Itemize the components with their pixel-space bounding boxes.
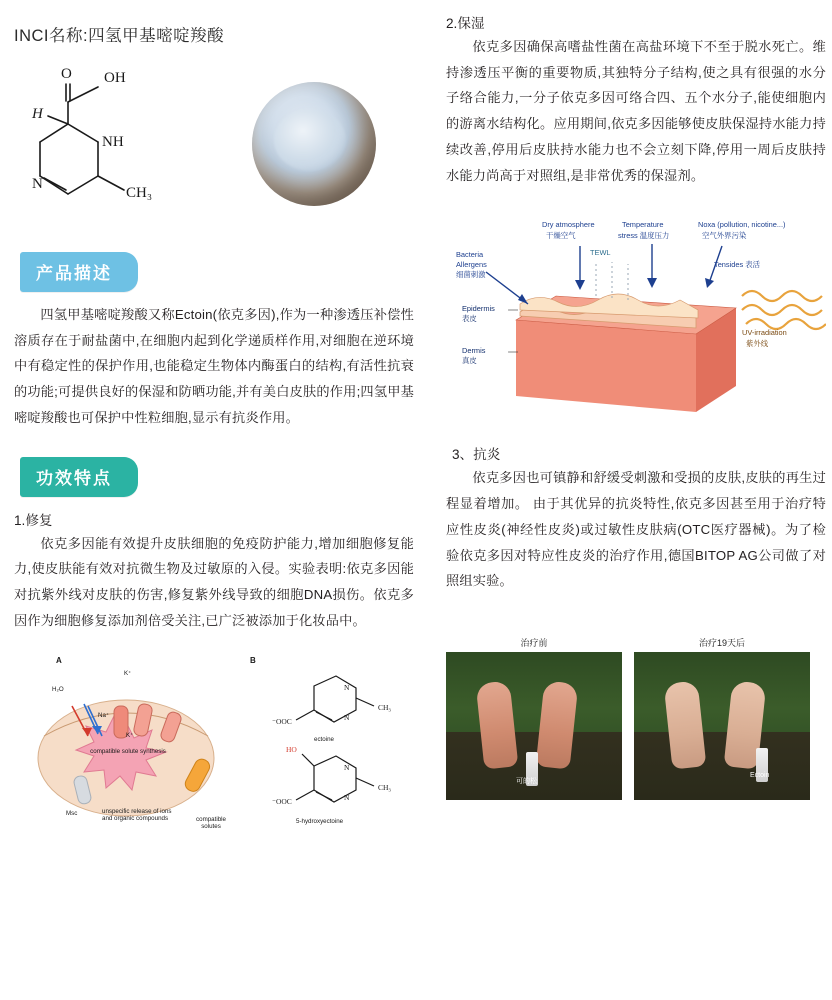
product-desc-banner-wrap	[20, 252, 414, 292]
skin-label-tensides: Tensides 表活	[714, 260, 761, 270]
efficacy-banner: 功效特点	[20, 457, 138, 497]
left-column	[14, 0, 414, 1000]
science-panel-a-label: A	[56, 655, 62, 665]
photo-before-tube-label: 可的松	[516, 778, 537, 786]
skin-label-uv-cn: 紫外线	[746, 339, 769, 349]
science-label-ectoine: ectoine	[314, 735, 334, 743]
science-label-k-mid: K⁺	[126, 731, 134, 739]
product-desc-paragraph: 四氢甲基嘧啶羧酸又称Ectoin(依克多因),作为一种渗透压补偿性溶质存在于耐盐菌中,在细胞内起到化学递质样作用,对细胞在逆环境中有稳定性的保护作用,也能稳定生物体内酶蛋白的结构,有活性抗衰的功能;可提供良好的保湿和防晒功能,并有美白皮肤的作用;四氢甲基嘧啶羧酸也可保护中性粒细胞,显示有抗炎作用。	[14, 307, 414, 425]
svg-text:CH₃: CH₃	[378, 782, 392, 792]
science-label-na: Na⁺	[98, 711, 110, 719]
atom-label-O: O	[61, 66, 72, 82]
photo-before	[446, 652, 622, 800]
powder-sphere-image	[252, 82, 376, 206]
skin-label-dermis: Dermis	[462, 346, 486, 356]
science-label-unspecific-release: unspecific release of ions and organic compounds	[102, 807, 172, 823]
atom-label-N: N	[32, 176, 43, 192]
product-desc-banner: 产品描述	[20, 252, 138, 292]
efficacy-item1-title: 1.修复	[14, 512, 53, 528]
skin-label-bacteria: Bacteria	[456, 250, 484, 260]
science-label-k-top: K⁺	[124, 669, 132, 677]
efficacy-item1-text: 依克多因能有效提升皮肤细胞的免疫防护能力,增加细胞修复能力,使皮肤能有效对抗微生物及过敏原的入侵。实验表明:依克多因能对抗紫外线对皮肤的伤害,修复紫外线导致的细胞DNA损伤。依克多因作为细胞修复添加剂倍受关注,已广泛被添加于化妆品中。	[14, 535, 414, 628]
atom-label-H: H	[32, 106, 43, 122]
science-label-hydroxyectoine: 5-hydroxyectoine	[296, 817, 344, 825]
skin-label-noxa-cn: 空气外界污染	[702, 231, 747, 241]
skin-label-dry-atmosphere: Dry atmosphere	[542, 220, 595, 230]
atom-label-NH: NH	[102, 134, 124, 150]
skin-label-epidermis-cn: 表皮	[462, 314, 477, 324]
efficacy-item2-text: 依克多因确保高嗜盐性菌在高盐环境下不至于脱水死亡。维持渗透压平衡的重要物质,其独特分子结构,使之具有很强的水分子络合能力,一分子依克多因可络合四、五个水分子,能使细胞内的游离水结构化。应用期间,依克多因能够使皮肤保湿持水能力持续改善,停用后皮肤持水能力也不会立刻下降,停用一周后皮肤持水能力尚高于对照组,是非常优秀的保湿剂。	[446, 39, 826, 183]
science-label-h2o: H₂O	[52, 685, 64, 693]
photo-after	[634, 652, 810, 800]
efficacy-item2-title: 2.保湿	[446, 16, 485, 31]
svg-text:N: N	[344, 762, 350, 772]
science-label-msc: Msc	[66, 809, 78, 817]
svg-text:CH₃: CH₃	[378, 702, 392, 712]
svg-text:HO: HO	[286, 744, 297, 754]
atom-label-OH: OH	[104, 70, 126, 86]
skin-label-temperature: Temperature	[622, 220, 664, 230]
skin-diagram	[446, 200, 826, 415]
skin-label-uv: UV-irradiation	[742, 328, 787, 338]
science-label-compatible-solutes: compatible solutes	[196, 815, 226, 831]
svg-text:N: N	[344, 712, 350, 722]
photo-caption-after: 治疗19天后	[698, 638, 745, 649]
skin-label-dermis-cn: 真皮	[462, 356, 477, 366]
svg-text:N: N	[344, 682, 350, 692]
page-title: INCI名称:四氢甲基嘧啶羧酸	[14, 27, 225, 45]
photo-after-tube-label: Ectoin	[750, 772, 770, 780]
skin-label-temperature-stress: stress 温度压力	[618, 231, 670, 241]
skin-label-allergens-cn: 细菌刺激	[456, 270, 486, 280]
science-panel-b-label: B	[250, 655, 256, 665]
skin-label-dry-atmosphere-cn: 干燥空气	[546, 231, 576, 241]
science-label-compatible-solute-synthesis: compatible solute synthesis	[90, 747, 166, 755]
efficacy-item3-text: 依克多因也可镇静和舒缓受刺激和受损的皮肤,皮肤的再生过程显着增加。 由于其优异的抗炎特性,依克多因甚至用于治疗特应性皮炎(神经性皮炎)或过敏性皮肤病(OTC医疗器械)。为了检验依克多因对特应性皮炎的治疗作用,德国BITOP AG公司做了对照组实验。	[446, 470, 826, 589]
atom-label-CH3: CH₃	[126, 185, 153, 201]
svg-text:⁻OOC: ⁻OOC	[272, 716, 292, 726]
efficacy-item3-title: 3、抗炎	[452, 447, 501, 463]
clinical-photos	[446, 636, 826, 816]
svg-text:⁻OOC: ⁻OOC	[272, 796, 292, 806]
svg-text:N: N	[344, 792, 350, 802]
skin-label-allergens: Allergens	[456, 260, 487, 270]
skin-label-tewl: TEWL	[590, 248, 611, 258]
efficacy-banner-wrap	[20, 457, 414, 497]
science-diagram	[14, 650, 414, 850]
right-column	[446, 0, 826, 1000]
photo-caption-before: 治疗前	[520, 638, 548, 649]
skin-label-epidermis: Epidermis	[462, 304, 495, 314]
top-figures	[14, 54, 414, 234]
skin-label-noxa: Noxa (pollution, nicotine...)	[698, 220, 786, 230]
chemical-structure-icon	[20, 54, 220, 229]
